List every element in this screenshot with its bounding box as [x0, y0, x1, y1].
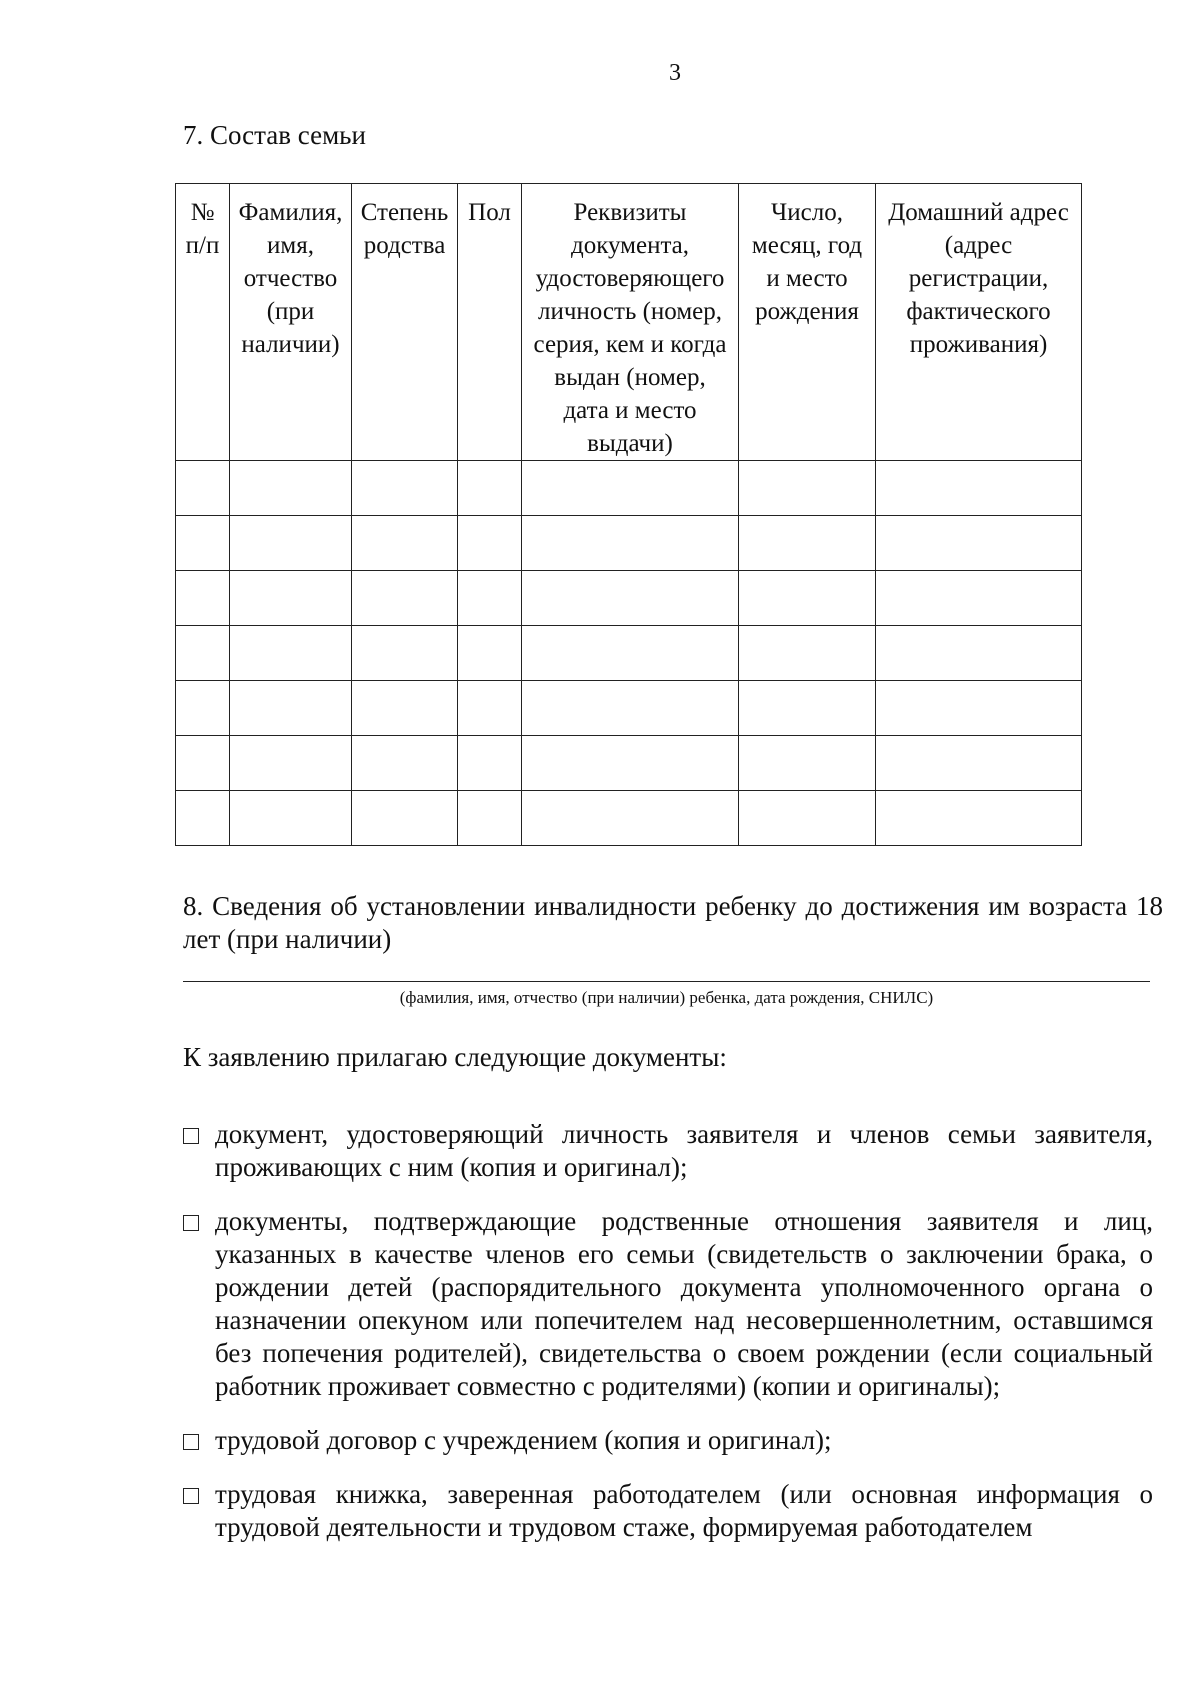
column-header	[458, 184, 522, 461]
table-cell[interactable]	[176, 791, 230, 846]
attachment-item	[183, 1478, 1153, 1544]
table-cell[interactable]	[876, 736, 1082, 791]
column-header-line: (адрес	[944, 232, 1013, 259]
column-header-line: и место	[766, 265, 848, 292]
column-header-line: №	[190, 199, 215, 226]
column-header	[352, 184, 458, 461]
table-cell[interactable]	[176, 736, 230, 791]
column-header-line: родства	[363, 232, 446, 259]
page-number: 3	[669, 60, 681, 86]
table-row	[176, 626, 1082, 681]
table-cell[interactable]	[176, 461, 230, 516]
attachments-list	[183, 1118, 1153, 1565]
table-cell[interactable]	[522, 681, 739, 736]
table-cell[interactable]	[230, 681, 352, 736]
column-header-line: проживания)	[909, 331, 1048, 358]
checkbox-icon[interactable]	[183, 1128, 199, 1144]
attachment-item	[183, 1118, 1153, 1184]
table-cell[interactable]	[522, 516, 739, 571]
table-cell[interactable]	[352, 461, 458, 516]
table-cell[interactable]	[176, 626, 230, 681]
column-header-line: Домашний адрес	[888, 199, 1069, 226]
table-cell[interactable]	[876, 571, 1082, 626]
section-8-text: 8. Сведения об установлении инвалидности ребенку до достижения им возраста 18 лет (при наличии)	[183, 891, 1163, 954]
table-cell[interactable]	[522, 736, 739, 791]
checkbox-icon[interactable]	[183, 1434, 199, 1450]
column-header-line: п/п	[185, 232, 220, 259]
column-header-line: отчество	[243, 265, 338, 292]
column-header-line: (при	[266, 298, 315, 325]
attachment-item-text: трудовой договор с учреждением (копия и оригинал);	[215, 1425, 832, 1455]
column-header-line: выдачи)	[587, 430, 673, 457]
table-row	[176, 571, 1082, 626]
table-cell[interactable]	[352, 571, 458, 626]
column-header-line: имя,	[267, 232, 314, 259]
column-header-line: дата и место	[563, 397, 697, 424]
table-cell[interactable]	[876, 681, 1082, 736]
column-header	[230, 184, 352, 461]
table-cell[interactable]	[876, 791, 1082, 846]
column-header	[176, 184, 230, 461]
attachment-item	[183, 1205, 1153, 1403]
table-cell[interactable]	[876, 626, 1082, 681]
table-cell[interactable]	[876, 461, 1082, 516]
attachments-intro: К заявлению прилагаю следующие документы:	[183, 1042, 727, 1072]
column-header-line: серия, кем и когда	[533, 331, 727, 358]
section-7-title: 7. Состав семьи	[183, 120, 366, 150]
table-cell[interactable]	[352, 736, 458, 791]
table-body	[176, 461, 1082, 846]
column-header-line: документа,	[570, 232, 690, 259]
column-header-line: месяц, год	[751, 232, 863, 259]
input-line-caption: (фамилия, имя, отчество (при наличии) ребенка, дата рождения, СНИЛС)	[399, 988, 934, 1007]
table-cell[interactable]	[522, 461, 739, 516]
attachment-item-text: трудовая книжка, заверенная работодателем (или основная информация о трудовой деятельности и трудовом стаже, формируемая работодателем	[215, 1479, 1153, 1542]
table-row	[176, 736, 1082, 791]
table-cell[interactable]	[176, 516, 230, 571]
table-cell[interactable]	[458, 791, 522, 846]
table-header-row	[176, 184, 1082, 461]
table-cell[interactable]	[230, 736, 352, 791]
table-cell[interactable]	[176, 571, 230, 626]
attachment-item-text: документ, удостоверяющий личность заявителя и членов семьи заявителя, проживающих с ним (копия и оригинал);	[215, 1119, 1153, 1182]
table-cell[interactable]	[739, 626, 876, 681]
attachment-item-text: документы, подтверждающие родственные отношения заявителя и лиц, указанных в качестве членов его семьи (свидетельств о заключении брака, о рождении детей (распорядительного документа уполномоченного органа о назначении опекуном или попечителем над несовершеннолетним, оставшимся без попечения родителей), свидетельства о своем рождении (если социальный работник проживает совместно с родителями) (копии и оригиналы);	[215, 1206, 1153, 1401]
table-cell[interactable]	[522, 791, 739, 846]
table-cell[interactable]	[458, 736, 522, 791]
attachment-item	[183, 1424, 1153, 1457]
table-cell[interactable]	[352, 516, 458, 571]
table-cell[interactable]	[230, 571, 352, 626]
table-row	[176, 516, 1082, 571]
column-header-line: Пол	[468, 199, 511, 226]
column-header-line: наличии)	[241, 331, 340, 358]
checkbox-icon[interactable]	[183, 1488, 199, 1504]
table-cell[interactable]	[458, 516, 522, 571]
column-header-line: выдан (номер,	[554, 364, 706, 391]
table-cell[interactable]	[230, 626, 352, 681]
column-header-line: Фамилия,	[238, 199, 343, 226]
column-header-line: Число,	[771, 199, 843, 226]
table-cell[interactable]	[176, 681, 230, 736]
column-header-line: регистрации,	[908, 265, 1049, 292]
column-header	[739, 184, 876, 461]
table-cell[interactable]	[739, 681, 876, 736]
column-header-line: рождения	[755, 298, 859, 325]
table-row	[176, 791, 1082, 846]
table-cell[interactable]	[458, 681, 522, 736]
table-cell[interactable]	[230, 461, 352, 516]
table-cell[interactable]	[522, 626, 739, 681]
column-header	[522, 184, 739, 461]
disabled-child-input-line[interactable]	[183, 981, 1150, 982]
table-cell[interactable]	[458, 461, 522, 516]
table-cell[interactable]	[739, 516, 876, 571]
checkbox-icon[interactable]	[183, 1215, 199, 1231]
table-cell[interactable]	[876, 516, 1082, 571]
table-row	[176, 681, 1082, 736]
table-cell[interactable]	[230, 516, 352, 571]
table-cell[interactable]	[352, 681, 458, 736]
table-cell[interactable]	[739, 461, 876, 516]
table-cell[interactable]	[739, 571, 876, 626]
column-header-line: личность (номер,	[538, 298, 722, 325]
table-cell[interactable]	[739, 736, 876, 791]
column-header	[876, 184, 1082, 461]
table-cell[interactable]	[739, 791, 876, 846]
column-header-line: фактического	[906, 298, 1051, 325]
column-header-line: удостоверяющего	[535, 265, 725, 292]
family-composition-table	[175, 183, 1082, 846]
table-row	[176, 461, 1082, 516]
column-header-line: Степень	[360, 199, 449, 226]
column-header-line: Реквизиты	[573, 199, 687, 226]
table-cell[interactable]	[522, 571, 739, 626]
table-cell[interactable]	[352, 791, 458, 846]
table-cell[interactable]	[230, 791, 352, 846]
table-cell[interactable]	[458, 571, 522, 626]
table-cell[interactable]	[458, 626, 522, 681]
table-cell[interactable]	[352, 626, 458, 681]
